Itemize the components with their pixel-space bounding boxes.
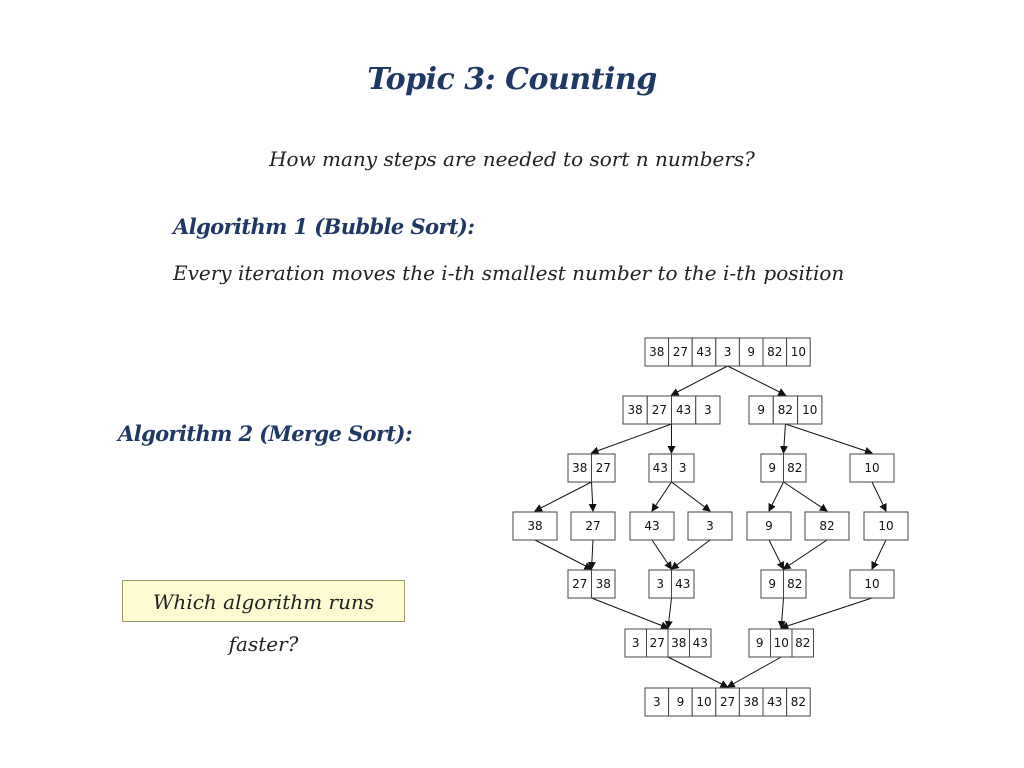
split-merge-arrow bbox=[592, 482, 594, 511]
algorithm-1-description: Every iteration moves the i-th smallest number to the i-th position bbox=[173, 261, 845, 285]
array-cell-value: 10 bbox=[696, 695, 712, 709]
array-node bbox=[630, 512, 674, 540]
split-merge-arrow bbox=[668, 598, 672, 628]
split-merge-arrow bbox=[592, 424, 672, 453]
split-merge-arrow bbox=[728, 366, 786, 395]
array-node bbox=[568, 454, 615, 482]
split-merge-arrow bbox=[872, 482, 886, 511]
array-cell-value: 38 bbox=[649, 345, 665, 359]
split-merge-arrow bbox=[668, 657, 728, 687]
array-cell-value: 38 bbox=[627, 403, 643, 417]
array-cell-value: 9 bbox=[676, 695, 685, 709]
array-node bbox=[513, 512, 557, 540]
array-node bbox=[568, 570, 615, 598]
array-cell-value: 3 bbox=[706, 519, 714, 533]
array-cell-value: 3 bbox=[678, 461, 687, 475]
array-node bbox=[761, 570, 806, 598]
split-merge-arrow bbox=[769, 540, 784, 569]
split-merge-arrow bbox=[784, 540, 828, 569]
array-cell-value: 9 bbox=[768, 577, 777, 591]
array-cell-value: 9 bbox=[755, 636, 764, 650]
split-merge-arrow bbox=[728, 657, 782, 687]
array-cell-value: 43 bbox=[644, 519, 660, 533]
array-node bbox=[649, 570, 694, 598]
array-cell-value: 3 bbox=[723, 345, 732, 359]
array-node bbox=[747, 512, 791, 540]
array-cell-value: 38 bbox=[743, 695, 759, 709]
callout-question-box: Which algorithm runs faster? bbox=[122, 580, 405, 622]
algorithm-2-heading: Algorithm 2 (Merge Sort): bbox=[118, 421, 413, 446]
array-cell-value: 27 bbox=[572, 577, 588, 591]
array-cell-value: 27 bbox=[672, 345, 689, 359]
array-cell-value: 82 bbox=[819, 519, 835, 533]
array-cell-value: 9 bbox=[768, 461, 777, 475]
split-merge-arrow bbox=[672, 366, 728, 395]
array-node bbox=[625, 629, 711, 657]
array-node bbox=[649, 454, 694, 482]
array-cell-value: 27 bbox=[585, 519, 601, 533]
slide-title: Topic 3: Counting bbox=[367, 62, 657, 97]
split-merge-arrow bbox=[784, 482, 828, 511]
split-merge-arrow bbox=[652, 482, 672, 511]
array-node bbox=[850, 454, 894, 482]
array-cell-value: 3 bbox=[631, 636, 640, 650]
array-cell-value: 10 bbox=[802, 403, 818, 417]
split-merge-arrow bbox=[781, 598, 872, 628]
array-node bbox=[571, 512, 615, 540]
array-cell-value: 27 bbox=[651, 403, 668, 417]
array-cell-value: 82 bbox=[767, 345, 783, 359]
algorithm-1-heading: Algorithm 1 (Bubble Sort): bbox=[173, 214, 475, 239]
split-merge-arrow bbox=[781, 598, 783, 628]
array-node bbox=[688, 512, 732, 540]
array-node bbox=[749, 629, 814, 657]
split-merge-arrow bbox=[592, 598, 669, 628]
array-cell-value: 38 bbox=[527, 519, 543, 533]
array-node bbox=[864, 512, 908, 540]
split-merge-arrow bbox=[872, 540, 886, 569]
array-cell-value: 82 bbox=[777, 403, 794, 417]
array-cell-value: 9 bbox=[765, 519, 773, 533]
array-cell-value: 43 bbox=[696, 345, 712, 359]
split-merge-arrow bbox=[535, 540, 592, 569]
array-cell-value: 27 bbox=[595, 461, 611, 475]
array-cell-value: 27 bbox=[719, 695, 736, 709]
array-node bbox=[761, 454, 806, 482]
split-merge-arrow bbox=[769, 482, 784, 511]
split-merge-arrow bbox=[672, 540, 711, 569]
split-merge-arrow bbox=[672, 482, 711, 511]
split-merge-arrow bbox=[785, 424, 872, 453]
array-cell-value: 9 bbox=[757, 403, 765, 417]
array-cell-value: 43 bbox=[675, 403, 692, 417]
array-cell-value: 10 bbox=[864, 577, 880, 591]
array-node bbox=[749, 396, 822, 424]
array-cell-value: 43 bbox=[652, 461, 668, 475]
array-cell-value: 38 bbox=[671, 636, 687, 650]
split-merge-arrow bbox=[652, 540, 672, 569]
array-cell-value: 10 bbox=[878, 519, 894, 533]
array-cell-value: 27 bbox=[649, 636, 665, 650]
split-merge-arrow bbox=[535, 482, 592, 511]
array-node bbox=[645, 338, 810, 366]
array-node bbox=[805, 512, 849, 540]
array-cell-value: 82 bbox=[795, 636, 811, 650]
array-cell-value: 10 bbox=[864, 461, 880, 475]
array-cell-value: 43 bbox=[767, 695, 783, 709]
array-node bbox=[623, 396, 720, 424]
array-node bbox=[645, 688, 810, 716]
array-cell-value: 82 bbox=[787, 461, 803, 475]
array-cell-value: 3 bbox=[704, 403, 712, 417]
array-node bbox=[850, 570, 894, 598]
array-cell-value: 43 bbox=[675, 577, 691, 591]
array-cell-value: 82 bbox=[790, 695, 807, 709]
array-cell-value: 38 bbox=[595, 577, 611, 591]
array-cell-value: 3 bbox=[652, 695, 661, 709]
array-cell-value: 38 bbox=[572, 461, 588, 475]
array-cell-value: 10 bbox=[773, 636, 789, 650]
array-cell-value: 10 bbox=[790, 345, 807, 359]
array-cell-value: 3 bbox=[656, 577, 665, 591]
slide-question: How many steps are needed to sort n numbers? bbox=[269, 147, 755, 171]
array-cell-value: 43 bbox=[692, 636, 708, 650]
split-merge-arrow bbox=[784, 424, 786, 453]
split-merge-arrow bbox=[592, 540, 594, 569]
array-cell-value: 82 bbox=[787, 577, 803, 591]
array-cell-value: 9 bbox=[747, 345, 756, 359]
